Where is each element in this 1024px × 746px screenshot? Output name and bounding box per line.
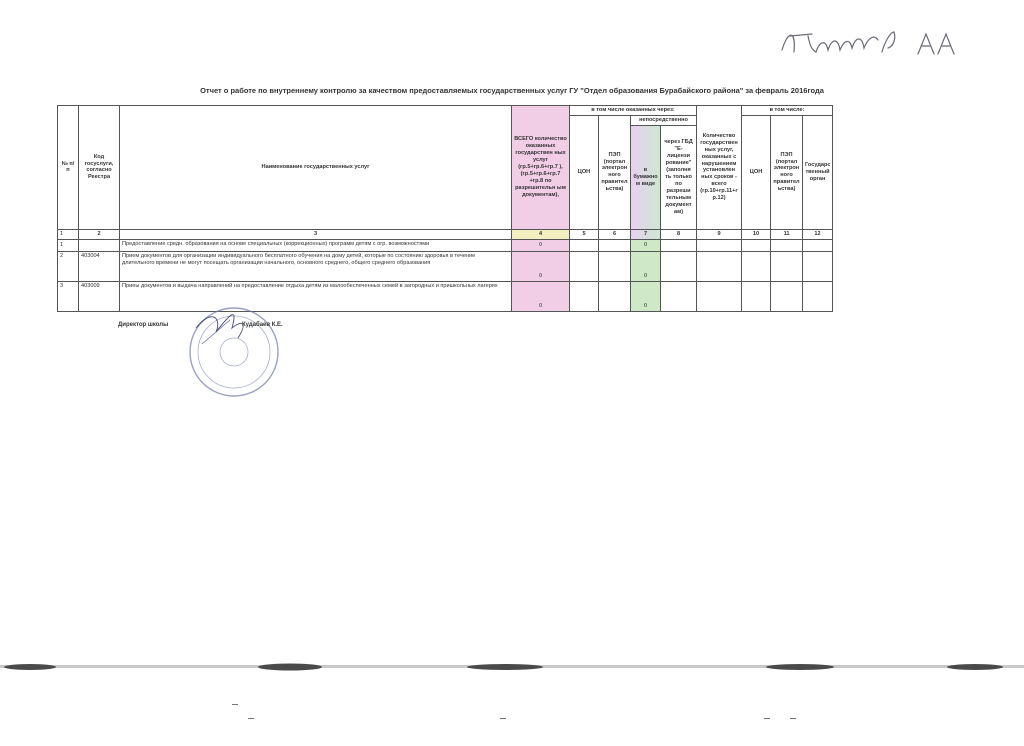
row-paper: 0	[631, 251, 661, 281]
services-report-table	[57, 105, 833, 312]
row-paper: 0	[631, 281, 661, 311]
header-group-incl: в том числе:	[742, 106, 833, 116]
col-number: 9	[697, 229, 742, 239]
row-cell	[697, 251, 742, 281]
header-num: № п/п	[58, 106, 79, 230]
row-code: 403009	[79, 281, 120, 311]
row-service-name: Прием документов для организации индивидуального бесплатного обучения на дому детей, которые по состоянию здоровья в течение длительного времени не могут посещать организации начального, основного среднего, общего среднего образования	[120, 251, 512, 281]
col-number: 11	[771, 229, 803, 239]
row-cell	[697, 281, 742, 311]
row-cell	[803, 251, 833, 281]
scan-mark	[500, 718, 506, 719]
header-con: ЦОН	[570, 115, 599, 229]
header-violations: Количество государствен ных услуг, оказанных с нарушением установлен ных сроков - всего (гр.10+гр.11+г р.12)	[697, 106, 742, 230]
scan-mark	[248, 718, 254, 719]
row-num: 2	[58, 251, 79, 281]
handwritten-signature	[778, 26, 958, 60]
row-code	[79, 239, 120, 251]
header-paper: в бумажно м виде	[631, 125, 661, 229]
col-number: 4	[512, 229, 570, 239]
row-paper: 0	[631, 239, 661, 251]
col-number: 1	[58, 229, 79, 239]
col-number: 6	[599, 229, 631, 239]
row-cell	[742, 281, 771, 311]
header-total: ВСЕГО количество оказанных государствен ных услуг (гр.5+гр.6+гр.7 ), (гр.5+гр.6+гр.7 +гр.8 по разрешительн ым документам),	[512, 106, 570, 230]
col-number: 2	[79, 229, 120, 239]
row-cell	[599, 239, 631, 251]
header-con-2: ЦОН	[742, 115, 771, 229]
official-stamp	[172, 298, 292, 398]
row-cell	[661, 281, 697, 311]
table-row	[58, 239, 833, 251]
col-number: 10	[742, 229, 771, 239]
row-cell	[771, 251, 803, 281]
row-cell	[803, 281, 833, 311]
row-cell	[771, 239, 803, 251]
header-pep: ПЭП (портал электрон ного правител ьства)	[599, 115, 631, 229]
row-cell	[599, 251, 631, 281]
row-cell	[570, 251, 599, 281]
row-cell	[570, 239, 599, 251]
header-group-via: в том числе оказанных через:	[570, 106, 697, 116]
director-name: Кудабаев К.Е.	[242, 322, 283, 328]
row-code: 403004	[79, 251, 120, 281]
scan-mark	[764, 718, 770, 719]
report-title: Отчет о работе по внутреннему контролю за качеством предоставляемых государственных услуг ГУ "Отдел образования Бурабайского района" за февраль 2016года	[200, 86, 824, 95]
col-number: 8	[661, 229, 697, 239]
scan-edge-artifact	[0, 656, 1024, 678]
row-cell	[570, 281, 599, 311]
row-cell	[661, 239, 697, 251]
header-group-direct: непосредственно	[631, 115, 697, 125]
row-service-name: Предоставление средн. образования на основе специальных (коррекционных) программ детям с огр. возможностями	[120, 239, 512, 251]
row-num: 1	[58, 239, 79, 251]
row-cell	[742, 251, 771, 281]
row-cell	[771, 281, 803, 311]
header-code: Код госуслуги, согласно Реестра	[79, 106, 120, 230]
header-gbd: через ГБД "Е-лицензи рование" (заполня ть только по разреши тельным документ ам)	[661, 125, 697, 229]
header-pep-2: ПЭП (портал электрон ного правител ьства)	[771, 115, 803, 229]
table-row	[58, 251, 833, 281]
col-number: 3	[120, 229, 512, 239]
col-number: 7	[631, 229, 661, 239]
scan-mark	[790, 718, 796, 719]
row-total: 0	[512, 281, 570, 311]
row-cell	[661, 251, 697, 281]
row-num: 3	[58, 281, 79, 311]
row-cell	[742, 239, 771, 251]
row-cell	[803, 239, 833, 251]
col-number: 5	[570, 229, 599, 239]
scan-mark	[232, 704, 238, 705]
row-cell	[697, 239, 742, 251]
col-number: 12	[803, 229, 833, 239]
row-cell	[599, 281, 631, 311]
row-total: 0	[512, 239, 570, 251]
director-label: Директор школы	[118, 322, 169, 328]
header-service-name: Наименование государственных услуг	[120, 106, 512, 230]
header-state-body: Государс твенный орган	[803, 115, 833, 229]
row-total: 0	[512, 251, 570, 281]
row-service-name: Приеы документов и выдача направлений на предоставление отдыха детям из малообеспеченных семей в загородных и пришкольных лагерях	[120, 281, 512, 311]
